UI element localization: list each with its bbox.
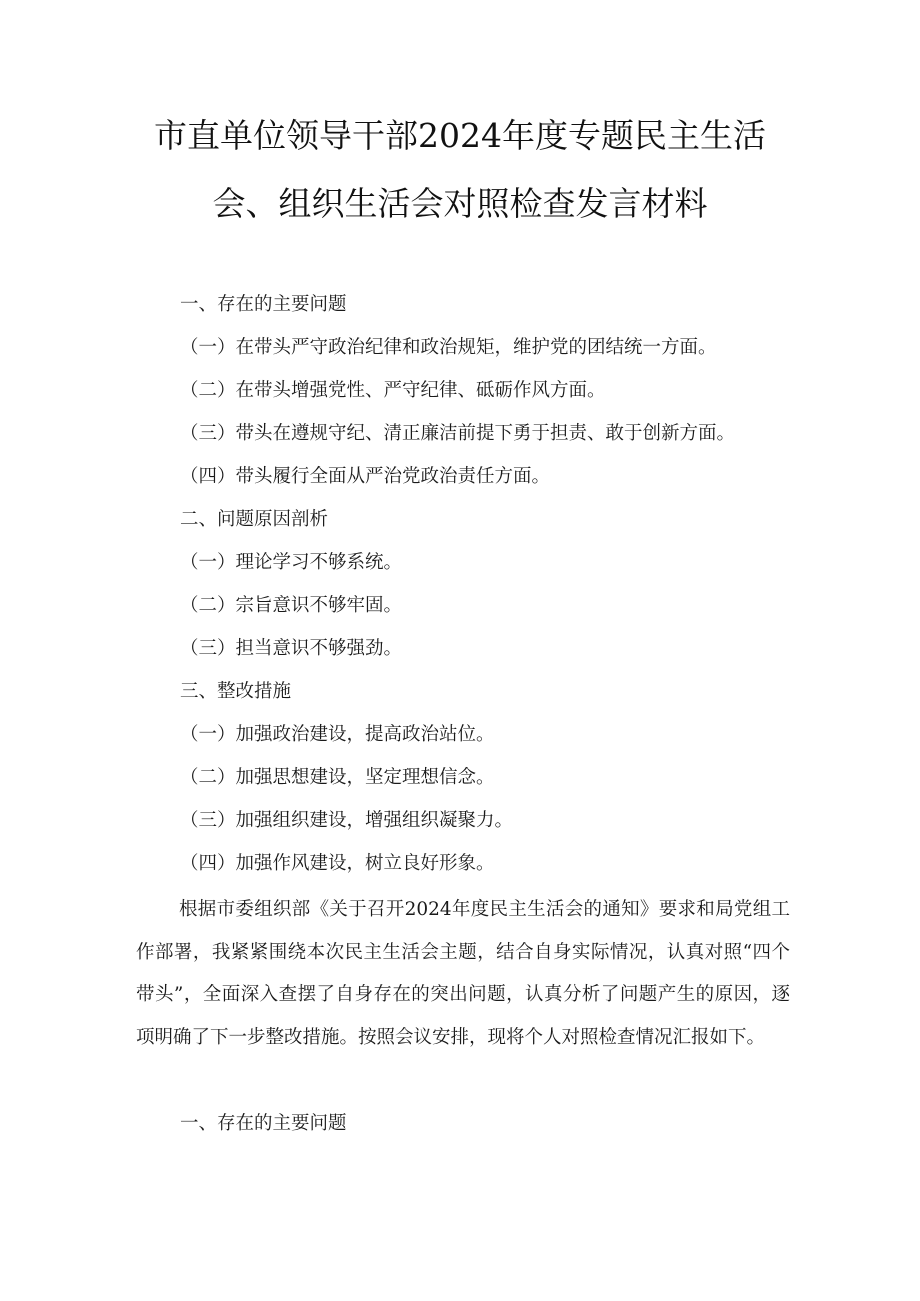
outline-item: （一）在带头严守政治纪律和政治规矩，维护党的团结统一方面。 — [180, 337, 717, 358]
section-heading-problems: 一、存在的主要问题 — [180, 1113, 347, 1134]
outline-item: （三）担当意识不够强劲。 — [180, 638, 403, 659]
outline-heading-problems: 一、存在的主要问题 — [180, 294, 347, 315]
outline-item: （四）带头履行全面从严治党政治责任方面。 — [180, 466, 551, 487]
outline-heading-measures: 三、整改措施 — [180, 681, 292, 702]
document-title-line2: 会、组织生活会对照检查发言材料 — [212, 184, 708, 223]
intro-paragraph: 根据市委组织部《关于召开2024年度民主生活会的通知》要求和局党组工作部署，我紧紧围绕本次民主生活会主题，结合自身实际情况，认真对照“四个带头”，全面深入查摆了自身存在的突出问题，认真分析了问题产生的原因，逐项明确了下一步整改措施。按照会议安排，现将个人对照检查情况汇报如下。 — [136, 899, 790, 1048]
outline-item: （二）宗旨意识不够牢固。 — [180, 595, 403, 616]
outline-heading-causes: 二、问题原因剖析 — [180, 509, 329, 530]
outline-item: （三）加强组织建设，增强组织凝聚力。 — [180, 810, 514, 831]
outline-item: （一）理论学习不够系统。 — [180, 552, 403, 573]
document-title-line1: 市直单位领导干部2024年度专题民主生活 — [154, 116, 766, 155]
outline-item: （一）加强政治建设，提高政治站位。 — [180, 724, 495, 745]
outline-item: （三）带头在遵规守纪、清正廉洁前提下勇于担责、敢于创新方面。 — [180, 423, 736, 444]
outline-item: （四）加强作风建设，树立良好形象。 — [180, 853, 495, 874]
outline-item: （二）在带头增强党性、严守纪律、砥砺作风方面。 — [180, 380, 606, 401]
outline-item: （二）加强思想建设，坚定理想信念。 — [180, 767, 495, 788]
